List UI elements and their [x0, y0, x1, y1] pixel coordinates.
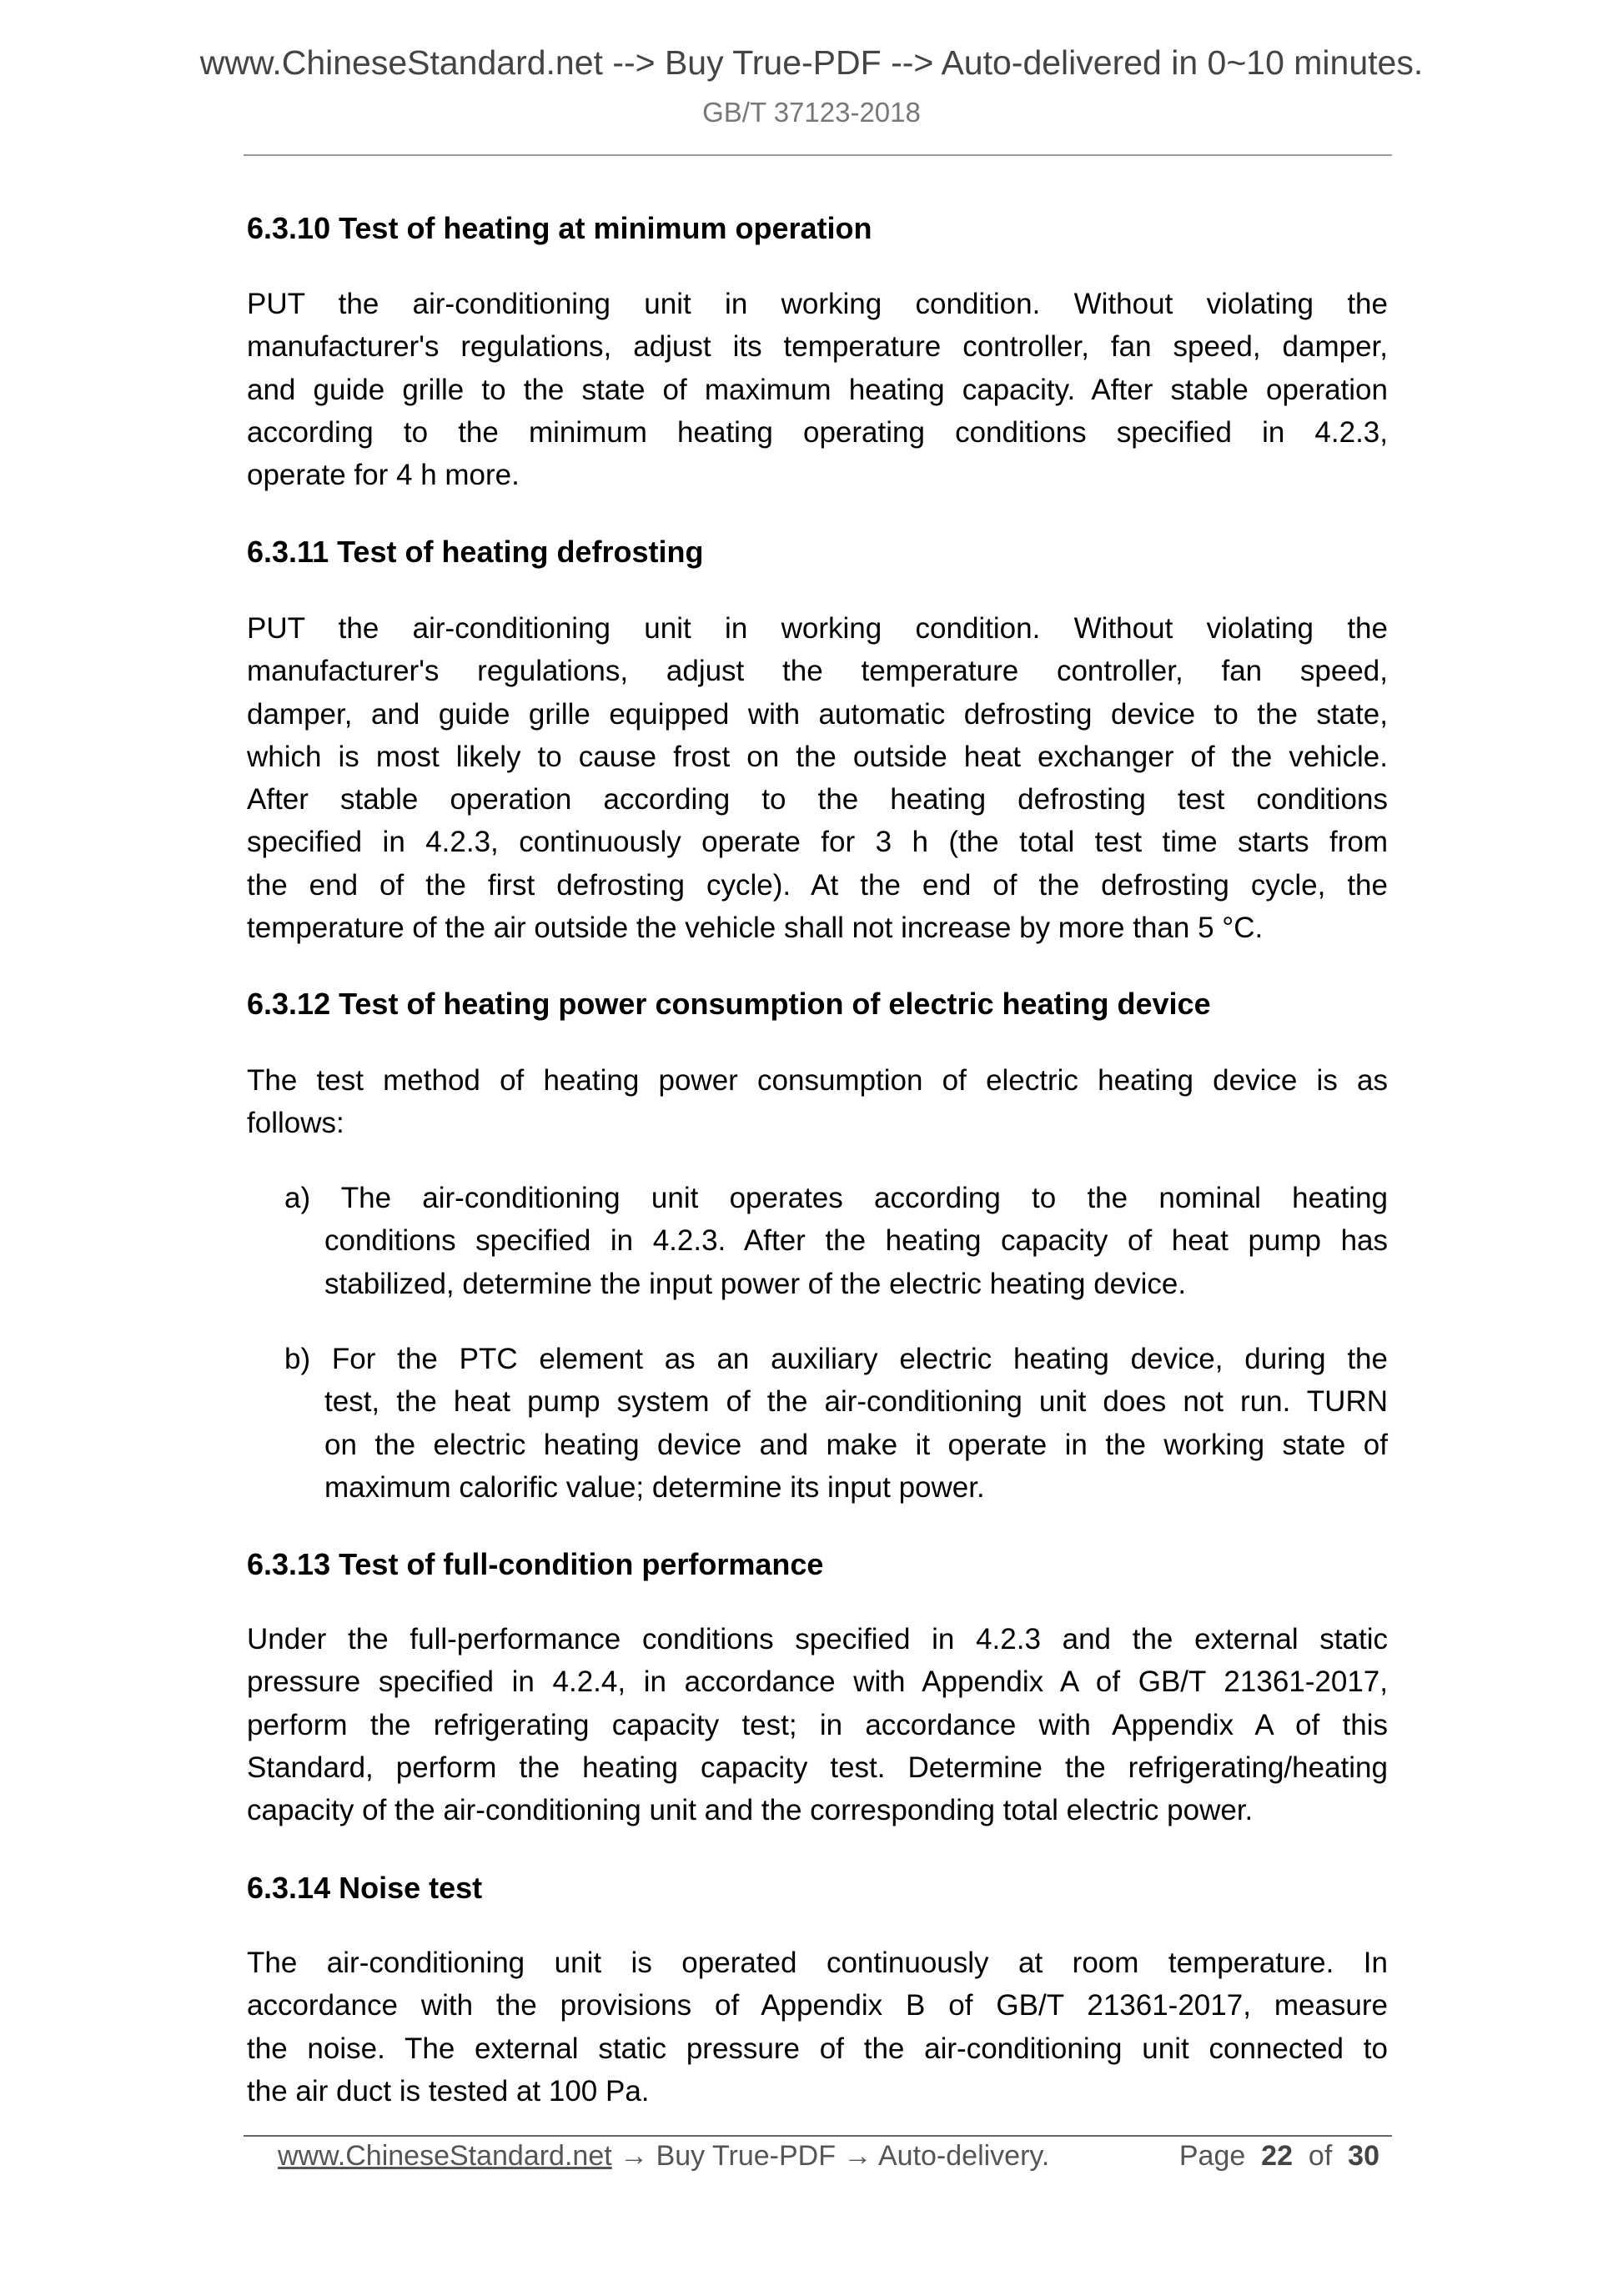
list-item-line: b) For the PTC element as an auxiliary electric heating device, during the: [284, 1343, 1388, 1375]
paragraph: [247, 607, 1388, 949]
footer-divider: [244, 2135, 1392, 2137]
text-line: Standard, perform the heating capacity test. Determine the refrigerating/heating: [247, 1751, 1388, 1784]
paragraph: [247, 1618, 1388, 1831]
text-line: follows:: [247, 1107, 344, 1140]
section-heading: 6.3.11 Test of heating defrosting: [247, 535, 704, 569]
list-item-line: conditions specified in 4.2.3. After the heating capacity of heat pump has: [324, 1224, 1388, 1258]
header-banner: www.ChineseStandard.net --> Buy True-PDF --> Auto-delivered in 0~10 minutes.: [199, 43, 1424, 82]
list-item-line: stabilized, determine the input power of the electric heating device.: [324, 1267, 1187, 1300]
list-item: [284, 1177, 1388, 1305]
page-number: 22: [1261, 2140, 1293, 2172]
footer-link[interactable]: www.ChineseStandard.net: [278, 2140, 612, 2172]
text-line: accordance with the provisions of Appendix B of GB/T 21361-2017, measure: [247, 1989, 1388, 2022]
section-heading: 6.3.10 Test of heating at minimum operation: [247, 211, 872, 245]
text-line: and guide grille to the state of maximum heating capacity. After stable operation: [247, 373, 1388, 406]
paragraph: [247, 1942, 1388, 2113]
list-item: [284, 1338, 1388, 1509]
paragraph: [247, 1059, 1388, 1145]
text-line: PUT the air-conditioning unit in working condition. Without violating the: [247, 288, 1388, 320]
page-label: Page: [1178, 2140, 1246, 2172]
text-line: specified in 4.2.3, continuously operate for 3 h (the total test time starts from: [247, 826, 1388, 859]
section-heading: 6.3.12 Test of heating power consumption of electric heating device: [247, 987, 1211, 1021]
text-line: After stable operation according to the heating defrosting test conditions: [247, 783, 1388, 816]
text-line: the end of the first defrosting cycle). At the end of the defrosting cycle, the: [247, 868, 1388, 902]
text-line: the air duct is tested at 100 Pa.: [247, 2074, 650, 2108]
section-heading: 6.3.13 Test of full-condition performance: [247, 1547, 824, 1581]
text-line: pressure specified in 4.2.4, in accordance with Appendix A of GB/T 21361-2017,: [247, 1665, 1388, 1699]
text-line: according to the minimum heating operating conditions specified in 4.2.3,: [247, 415, 1388, 449]
text-line: The air-conditioning unit is operated continuously at room temperature. In: [247, 1947, 1388, 1979]
text-line: which is most likely to cause frost on the outside heat exchanger of the vehicle.: [247, 740, 1388, 773]
text-line: operate for 4 h more.: [247, 459, 520, 492]
header-divider: [244, 154, 1392, 156]
text-line: PUT the air-conditioning unit in working condition. Without violating the: [247, 612, 1388, 645]
paragraph: [247, 283, 1388, 496]
footer: [278, 2140, 1379, 2182]
text-line: the noise. The external static pressure of the air-conditioning unit connected to: [247, 2032, 1388, 2065]
list-item-line: maximum calorific value; determine its input power.: [324, 1470, 985, 1504]
footer-text: → Buy True-PDF → Auto-delivery.: [611, 2140, 1050, 2172]
text-line: temperature of the air outside the vehicle shall not increase by more than 5 °C.: [247, 912, 1264, 945]
text-line: capacity of the air-conditioning unit and the corresponding total electric power.: [247, 1794, 1254, 1827]
document-id: GB/T 37123-2018: [702, 97, 921, 128]
page-indicator: [1179, 2140, 1379, 2173]
text-line: Under the full-performance conditions specified in 4.2.3 and the external static: [247, 1623, 1388, 1655]
text-line: perform the refrigerating capacity test; in accordance with Appendix A of this: [247, 1708, 1388, 1741]
list-item-line: on the electric heating device and make it operate in the working state of: [324, 1428, 1388, 1461]
page-total: 30: [1348, 2140, 1379, 2172]
text-line: manufacturer's regulations, adjust the temperature controller, fan speed,: [247, 655, 1388, 688]
section-heading: 6.3.14 Noise test: [247, 1871, 483, 1905]
list-item-line: a) The air-conditioning unit operates according to the nominal heating: [284, 1182, 1388, 1214]
text-line: damper, and guide grille equipped with automatic defrosting device to the state,: [247, 697, 1388, 731]
text-line: manufacturer's regulations, adjust its temperature controller, fan speed, damper,: [247, 330, 1388, 364]
text-line: The test method of heating power consumption of electric heating device is as: [247, 1064, 1388, 1097]
of-label: of: [1308, 2140, 1333, 2172]
list-item-line: test, the heat pump system of the air-conditioning unit does not run. TURN: [324, 1385, 1388, 1419]
